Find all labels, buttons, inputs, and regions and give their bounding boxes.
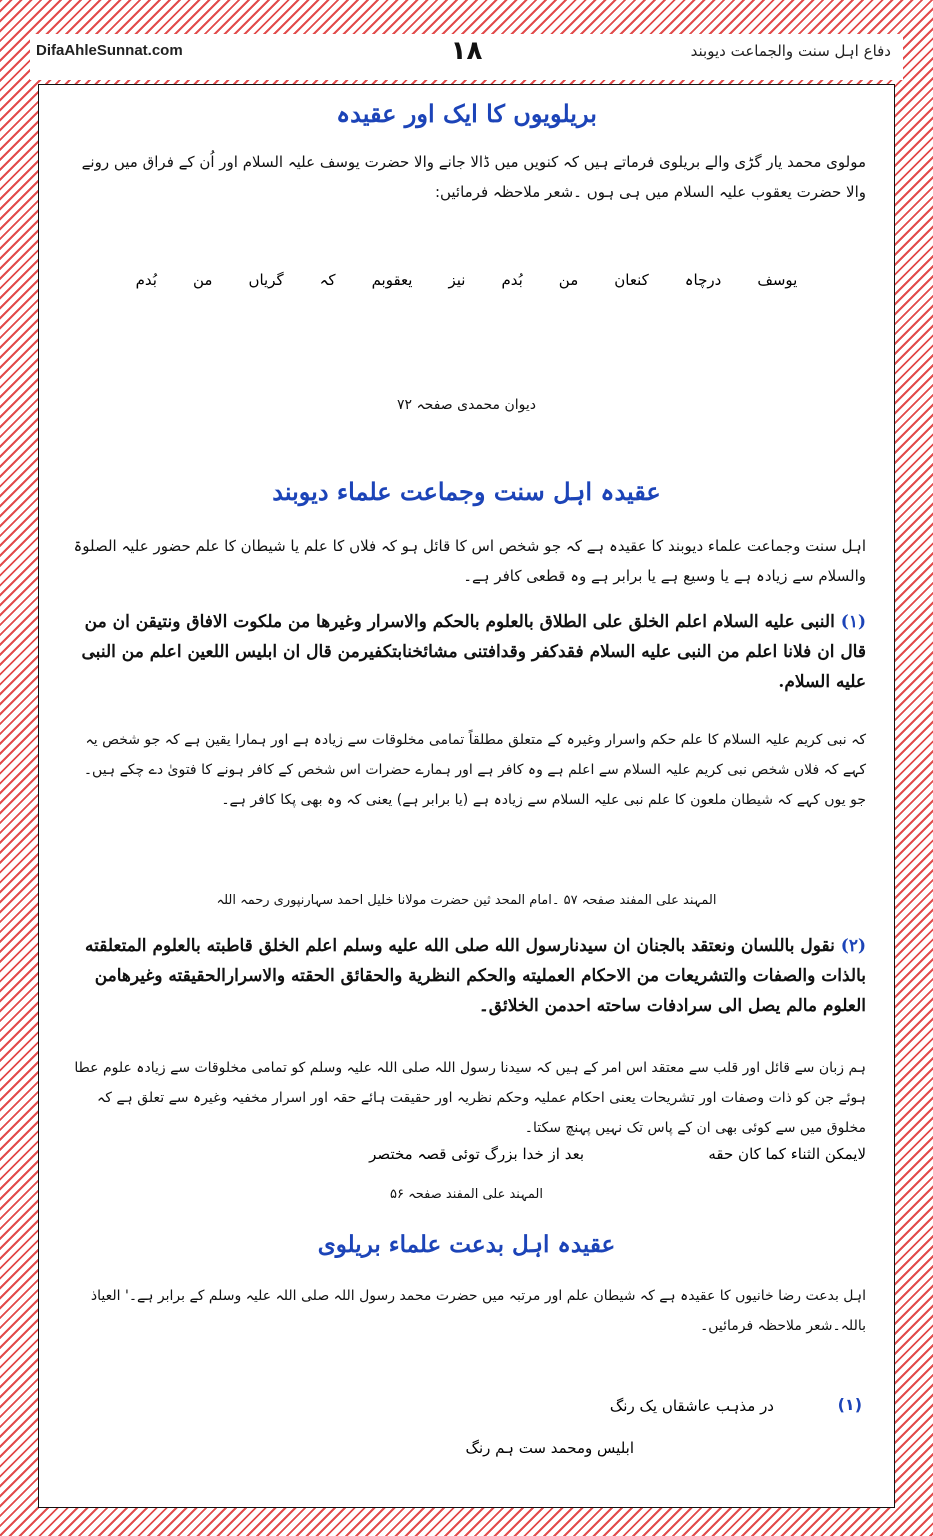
- verse-right: لایمکن الثناء کما کان حقه: [708, 1145, 866, 1163]
- item2-urdu-translation: ہم زبان سے قائل اور قلب سے معتقد اس امر کے ہیں کہ سیدنا رسول اللہ صلی اللہ علیہ وسلم کو تمامی مخلوقات سے زیادہ علوم عطا ہوئے جن کو ذات وصفات اور تشریحات یعنی احکام عملیہ وحکم نظریہ اور حقیقت ہائے حقہ اور اسرار مخفیہ وغیرہ سے تعلق ہے کہ مخلوق میں سے کوئی بھی ان کے پاس تک نہیں پہنچ سکتا۔: [74, 1060, 866, 1136]
- section2-paragraph: اہل سنت وجماعت علماء دیوبند کا عقیدہ ہے کہ جو شخص اس کا قائل ہو کہ فلاں کا علم یا شیطان کا علم حضور علیہ الصلوۃ والسلام سے زیادہ ہے یا وسیع ہے یا برابر ہے وہ قطعی کافر ہے۔: [73, 537, 866, 585]
- section3-paragraph: اہل بدعت رضا خانیوں کا عقیدہ ہے کہ شیطان علم اور مرتبہ میں حضرت محمد رسول اللہ صلی اللہ علیہ وسلم کے برابر ہے۔' العیاذ باللہ۔شعر ملاحظہ فرمائیں۔: [90, 1288, 866, 1334]
- section3-poem-line1: در مذہب عاشقاں یک رنگ: [609, 1397, 774, 1415]
- item2-arabic: نقول باللسان ونعتقد بالجنان ان سیدنارسول الله صلی الله علیه وسلم اعلم الخلق قاطبته بالعلوم المتعلقته بالذات والصفات والتشریعات من الاحکام العملیته والحکم النظریة والحقائق الحقته والاسرارالحقیقته وغیرهامن العلوم مالم یصل الی سرادفات ساحته احدمن الخلائق۔: [85, 936, 866, 1016]
- item2-citation: المہند علی المفند صفحہ ۵۶: [390, 1187, 543, 1202]
- page-number: ۱۸: [450, 36, 483, 66]
- page-header: [30, 34, 903, 80]
- poem-word: درچاہ: [684, 271, 722, 289]
- item1-citation: المہند علی المفند صفحہ ۵۷ ۔امام المحد ثین حضرت مولانا خلیل احمد سہارنپوری رحمہ اللہ: [216, 893, 717, 908]
- persian-couplet: [39, 271, 894, 289]
- section-title-bidati-belief: عقیدہ اہل بدعت علماء بریلوی: [317, 1231, 616, 1258]
- section1-citation: دیوان محمدی صفحہ ۷۲: [396, 397, 537, 413]
- verse-left: بعد از خدا بزرگ توئی قصہ مختصر: [369, 1145, 584, 1163]
- section3-poem-line2: ابلیس ومحمد ست ہم رنگ: [465, 1439, 634, 1457]
- poem-word: کہ: [319, 271, 336, 289]
- section1-paragraph: مولوی محمد یار گڑی والے بریلوی فرماتے ہیں کہ کنویں میں ڈالا جانے والا حضرت یوسف علیہ السلام اور اُن کے فراق میں رونے والا حضرت یعقوب علیہ السلام میں ہی ہوں ۔شعر ملاحظہ فرمائیں:: [81, 153, 866, 201]
- poem-word: یعقوبم: [371, 271, 413, 289]
- item1-urdu-translation: کہ نبی کریم علیہ السلام کا علم حکم واسرار وغیرہ کے متعلق مطلقاً تمامی مخلوقات سے زیادہ ہے اور ہمارا یقین ہے کہ جو شخص یہ کہے کہ فلاں شخص نبی کریم علیہ السلام سے اعلم ہے وہ کافر ہے اور ہمارے حضرات اس شخص کے کافر ہونے کا فتویٰ دے چکے ہیں۔ جو یوں کہے کہ شیطان ملعون کا علم نبی علیہ السلام سے زیادہ ہے (یا برابر ہے) یعنی کہ وہ بھی پکا کافر ہے۔: [83, 732, 866, 808]
- poem-word: من: [558, 271, 579, 289]
- section3-poem-number: (۱): [837, 1395, 862, 1414]
- site-url[interactable]: DifaAhleSunnat.com: [36, 42, 183, 59]
- item1-arabic: النبی علیه السلام اعلم الخلق علی الطلاق بالعلوم بالحکم والاسرار وغیرها من ملکوت الافاق ونتیقن ان من قال ان فلانا اعلم من النبی علیه السلام فقدکفر وقدافتنی مشائخنابتکفیرمن قال ان ابلیس اللعین اعلم من النبی علیه السلام.: [81, 612, 866, 692]
- poem-word: گریاں: [248, 271, 284, 289]
- item2-arabic-text: [67, 931, 866, 1021]
- book-title: دفاع اہل سنت والجماعت دیوبند: [690, 42, 891, 60]
- poem-word: بُدم: [135, 271, 157, 289]
- section-title-deobandi-belief: عقیدہ اہل سنت وجماعت علماء دیوبند: [272, 477, 661, 506]
- poem-word: بُدم: [501, 271, 523, 289]
- poem-word: من: [192, 271, 213, 289]
- document-page: [38, 84, 895, 1508]
- poem-word: نیز: [448, 271, 466, 289]
- item2-number: (۲): [840, 936, 866, 956]
- section-title-barelvi-belief: بریلویوں کا ایک اور عقیدہ: [336, 99, 597, 128]
- item1-arabic-text: [67, 607, 866, 697]
- item1-number: (۱): [840, 612, 866, 632]
- poem-word: کنعان: [614, 271, 649, 289]
- poem-word: یوسف: [757, 271, 798, 289]
